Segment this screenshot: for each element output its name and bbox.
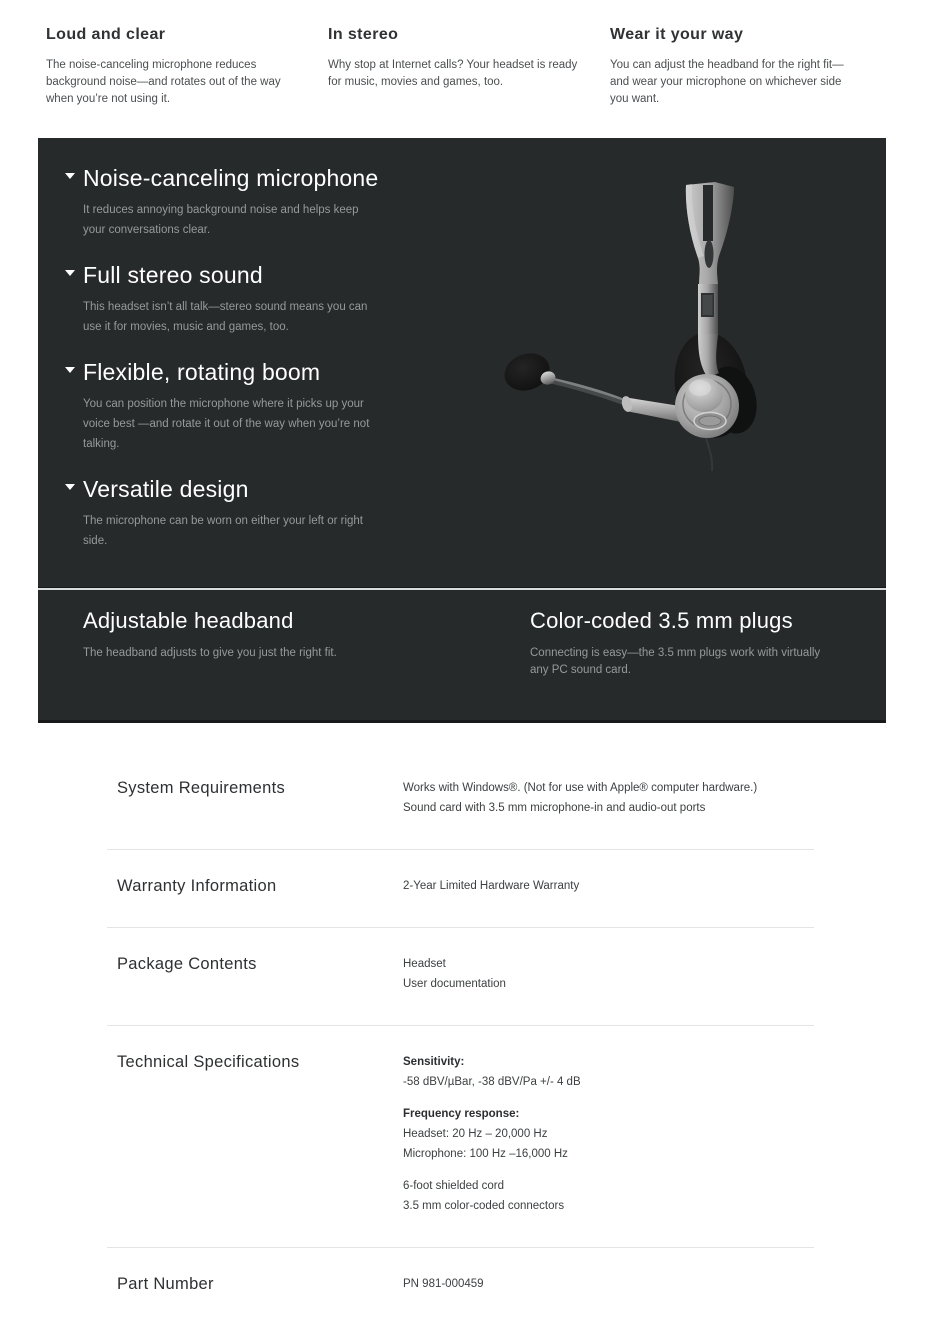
banner-title: Adjustable headband [83,608,294,633]
spec-value-line: Headset [403,958,446,970]
spec-values [403,876,804,899]
feature-item [65,261,398,337]
feature-item [65,475,398,551]
chevron-down-icon [65,270,75,276]
chevron-down-icon [65,367,75,373]
highlight-title: Wear it your way [610,26,744,43]
feature-body: This headset isn’t all talk—stereo sound means you can use it for movies, music and games, too. [83,301,368,333]
highlight-column [328,25,610,108]
spec-row [107,928,814,1026]
spec-values [403,1052,804,1219]
spec-row [107,850,814,928]
spec-value-heading: Frequency response: [403,1108,520,1120]
highlight-title: In stereo [328,26,399,43]
highlight-body: Why stop at Internet calls? Your headset is ready for music, movies and games, too. [328,59,578,88]
spec-value-line: 6-foot shielded cord [403,1180,505,1192]
banner-body: Connecting is easy—the 3.5 mm plugs work with virtually any PC sound card. [530,647,821,676]
spec-label: Warranty Information [117,877,277,895]
spec-spacer [403,1167,804,1179]
spec-value-line: Headset: 20 Hz – 20,000 Hz [403,1128,548,1140]
ear-cup [675,374,739,438]
highlight-title: Loud and clear [46,26,166,43]
feature-accordion-title[interactable]: Flexible, rotating boom [83,359,321,385]
highlights-section [0,0,925,138]
banner-title: Color-coded 3.5 mm plugs [530,608,793,633]
feature-accordion-title[interactable]: Full stereo sound [83,262,263,288]
banner-column [530,607,840,679]
spec-label: Part Number [117,1275,214,1293]
spec-values [403,778,804,821]
spec-value-line: 2-Year Limited Hardware Warranty [403,880,580,892]
spec-label: Technical Specifications [117,1053,300,1071]
specs-section [107,752,814,1325]
spec-row [107,752,814,850]
highlight-column [46,25,328,108]
highlight-body: The noise-canceling microphone reduces background noise—and rotates out of the way when you’re not using it. [46,59,281,105]
feature-accordion-title[interactable]: Versatile design [83,476,249,502]
banner-body: The headband adjusts to give you just the right fit. [83,647,337,659]
headset-image [485,138,885,548]
feature-body: You can position the microphone where it picks up your voice best —and rotate it out of the way when you’re not talking. [83,398,370,450]
spec-value-line: Sound card with 3.5 mm microphone-in and audio-out ports [403,802,706,814]
spec-row [107,1248,814,1325]
mic-boom [499,347,706,427]
spec-value-line: PN 981-000459 [403,1278,484,1290]
chevron-down-icon [65,173,75,179]
chevron-down-icon [65,484,75,490]
headset-cord [706,438,712,471]
spec-row [107,1026,814,1248]
banner-column [83,607,530,679]
spec-value-line: User documentation [403,978,506,990]
spec-spacer [403,1095,804,1107]
spec-value-line: Microphone: 100 Hz –16,000 Hz [403,1148,568,1160]
highlight-column [610,25,892,108]
feature-item [65,164,398,240]
spec-values [403,1274,804,1297]
spec-value-line: -58 dBV/µBar, -38 dBV/Pa +/- 4 dB [403,1076,581,1088]
feature-body: It reduces annoying background noise and helps keep your conversations clear. [83,204,359,236]
feature-item [65,358,398,454]
features-list [38,138,398,587]
feature-body: The microphone can be worn on either your left or right side. [83,515,363,547]
spec-value-heading: Sensitivity: [403,1056,465,1068]
spec-label: System Requirements [117,779,286,797]
features-panel [38,138,886,588]
feature-accordion-title[interactable]: Noise-canceling microphone [83,165,379,191]
highlight-body: You can adjust the headband for the right fit—and wear your microphone on whichever side you want. [610,59,844,105]
spec-values [403,954,804,997]
spec-value-line: Works with Windows®. (Not for use with Apple® computer hardware.) [403,782,758,794]
spec-label: Package Contents [117,955,257,973]
banner-panel [38,590,886,723]
spec-value-line: 3.5 mm color-coded connectors [403,1200,565,1212]
